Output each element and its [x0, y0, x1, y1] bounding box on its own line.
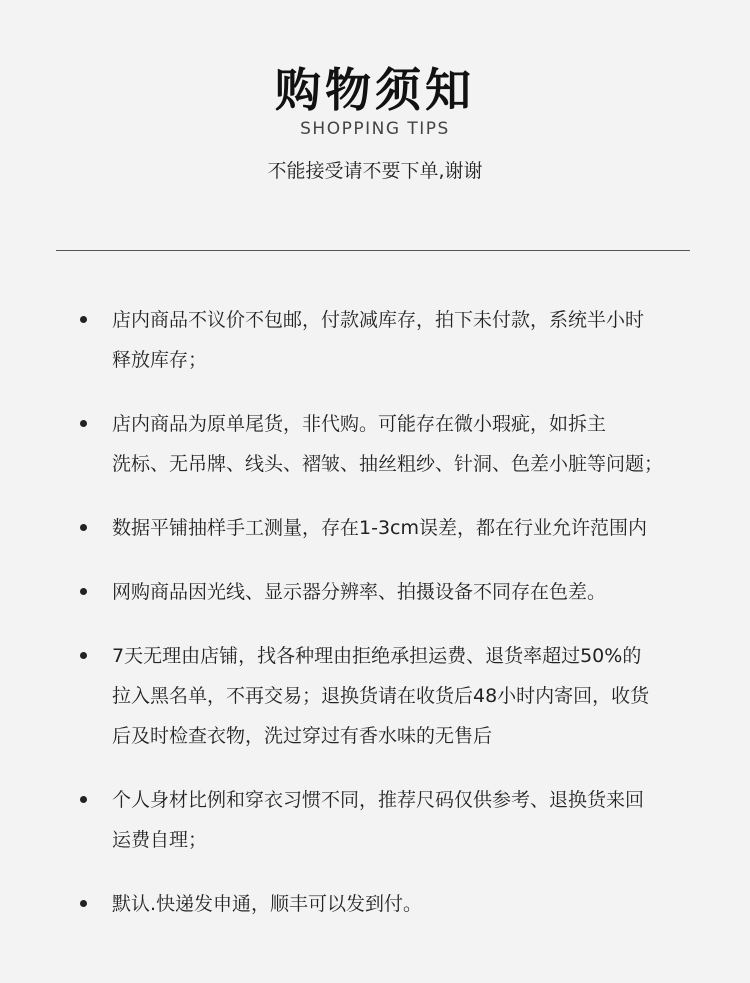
- page-subtitle: SHOPPING TIPS: [300, 119, 450, 139]
- tip-item: [0, 404, 750, 484]
- bullet-icon: [80, 588, 87, 595]
- tip-line: 洗标、无吊牌、线头、褶皱、抽丝粗纱、针洞、色差小脏等问题；: [112, 453, 664, 475]
- tip-line: 运费自理；: [112, 829, 208, 851]
- bullet-icon: [80, 420, 87, 427]
- notice-text: 不能接受请不要下单,谢谢: [267, 160, 483, 182]
- tip-line: 后及时检查衣物，洗过穿过有香水味的无售后: [112, 725, 493, 747]
- tip-line: 店内商品为原单尾货，非代购。可能存在微小瑕疵，如拆主: [112, 413, 607, 435]
- tip-line: 释放库存；: [112, 349, 208, 371]
- page-title: 购物须知: [275, 63, 475, 117]
- tip-item: [0, 508, 750, 548]
- tips-list: [0, 300, 750, 948]
- divider: [56, 250, 690, 251]
- bullet-icon: [80, 524, 87, 531]
- tip-item: [0, 300, 750, 380]
- tip-line: 默认.快递发申通，顺丰可以发到付。: [112, 893, 423, 915]
- bullet-icon: [80, 316, 87, 323]
- tip-item: [0, 884, 750, 924]
- tip-item: [0, 636, 750, 756]
- bullet-icon: [80, 900, 87, 907]
- tip-line: 7天无理由店铺，找各种理由拒绝承担运费、退货率超过50%的: [112, 645, 642, 667]
- tip-item: [0, 780, 750, 860]
- tip-line: 网购商品因光线、显示器分辨率、拍摄设备不同存在色差。: [112, 581, 607, 603]
- bullet-icon: [80, 652, 87, 659]
- tip-line: 数据平铺抽样手工测量，存在1-3cm误差，都在行业允许范围内: [112, 517, 647, 539]
- tip-line: 店内商品不议价不包邮，付款减库存，拍下未付款，系统半小时: [112, 309, 645, 331]
- bullet-icon: [80, 796, 87, 803]
- tip-line: 拉入黑名单，不再交易；退换货请在收货后48小时内寄回，收货: [112, 685, 650, 707]
- tip-item: [0, 572, 750, 612]
- tip-line: 个人身材比例和穿衣习惯不同，推荐尺码仅供参考、退换货来回: [112, 789, 645, 811]
